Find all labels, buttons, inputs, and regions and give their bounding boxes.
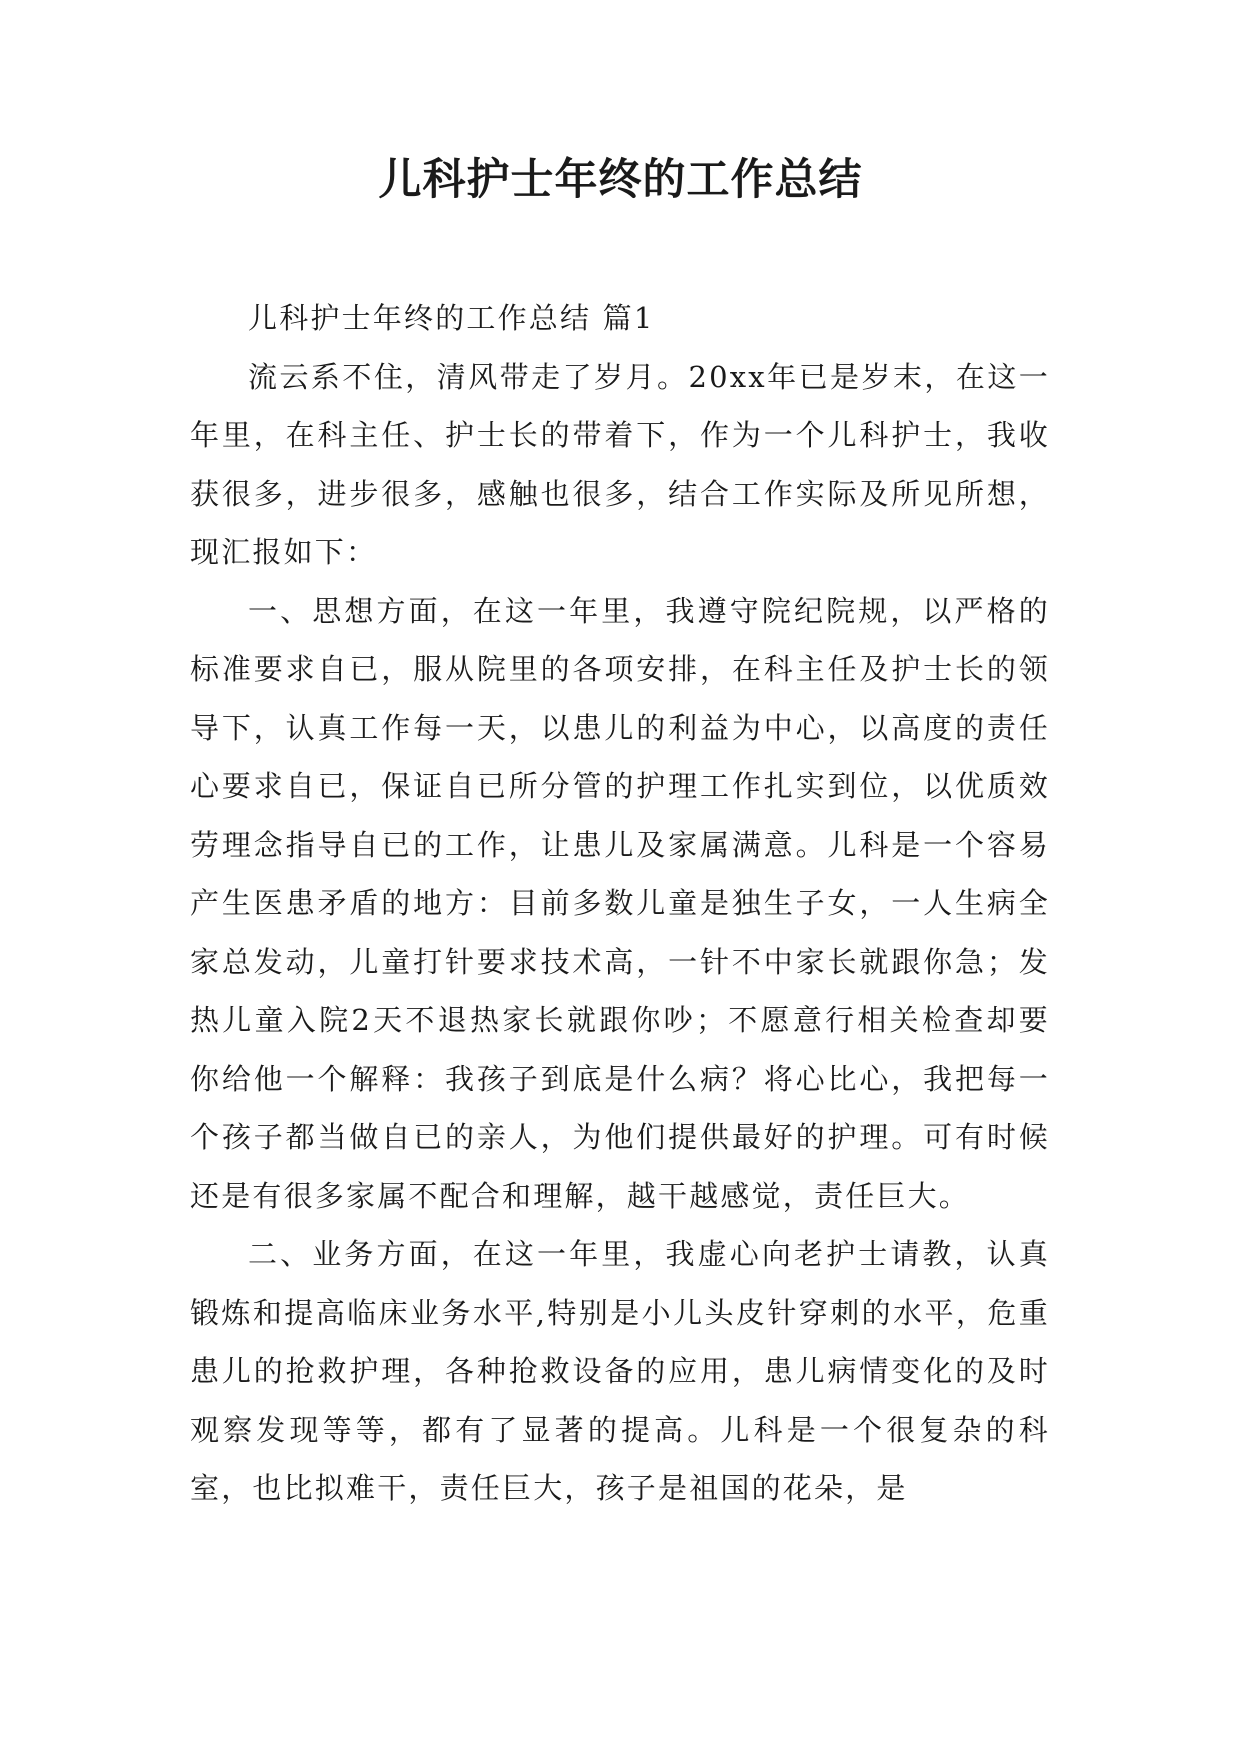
document-title: 儿科护士年终的工作总结 — [378, 155, 863, 205]
paragraph-business: 二、业务方面，在这一年里，我虚心向老护士请教，认真锻炼和提高临床业务水平,特别是小儿头皮针穿刺的水平，危重患儿的抢救护理，各种抢救设备的应用，患儿病情变化的及时观察发现等等，都有了显著的提高。儿科是一个很复杂的科室，也比拟难干，责任巨大，孩子是祖国的花朵，是 — [190, 1237, 1050, 1505]
document-body — [190, 289, 1050, 1518]
paragraph-intro: 流云系不住，清风带走了岁月。20xx年已是岁末，在这一年里，在科主任、护士长的带着下，作为一个儿科护士，我收获很多，进步很多，感触也很多，结合工作实际及所见所想，现汇报如下： — [190, 359, 1050, 569]
paragraph-thought: 一、思想方面，在这一年里，我遵守院纪院规，以严格的标准要求自已，服从院里的各项安排，在科主任及护士长的领导下，认真工作每一天，以患儿的利益为中心，以高度的责任心要求自已，保证自已所分管的护理工作扎实到位，以优质效劳理念指导自已的工作，让患儿及家属满意。儿科是一个容易产生医患矛盾的地方：目前多数儿童是独生子女，一人生病全家总发动，儿童打针要求技术高，一针不中家长就跟你急；发热儿童入院2天不退热家长就跟你吵；不愿意行相关检查却要你给他一个解释：我孩子到底是什么病？将心比心，我把每一个孩子都当做自已的亲人，为他们提供最好的护理。可有时候还是有很多家属不配合和理解，越干越感觉，责任巨大。 — [190, 593, 1050, 1213]
section-heading: 儿科护士年终的工作总结 篇1 — [248, 301, 655, 335]
